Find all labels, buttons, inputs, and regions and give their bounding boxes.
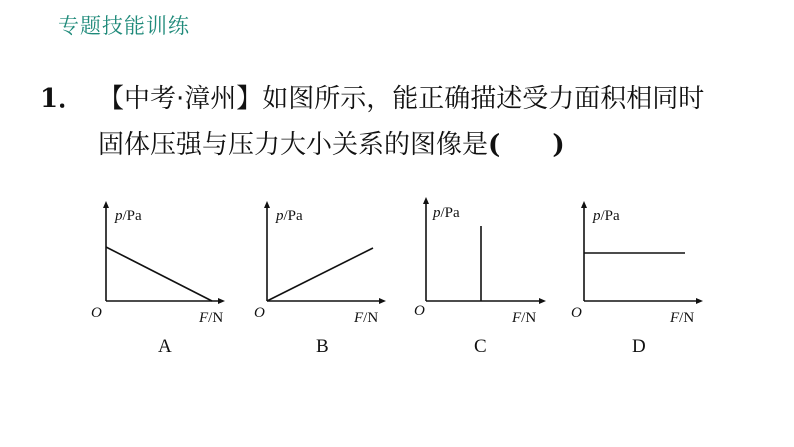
- graph-d-x-label: F/N: [670, 310, 695, 326]
- graph-b: [254, 204, 383, 357]
- graphs-figure: [0, 190, 794, 365]
- question-line-2: [40, 122, 780, 168]
- graph-d-origin: O: [571, 305, 582, 321]
- graph-b-y-label: p/Pa: [276, 208, 303, 224]
- graph-b-curve: [267, 248, 373, 301]
- graph-a-x-label: F/N: [199, 310, 224, 326]
- graph-d: [571, 204, 700, 357]
- graph-d-y-label: p/Pa: [593, 208, 620, 224]
- graph-c-option: C: [474, 336, 487, 357]
- graph-c-origin: O: [414, 303, 425, 319]
- graph-a-curve: [106, 247, 212, 301]
- question-line-1: [40, 76, 780, 122]
- question-block: [40, 76, 780, 168]
- question-text-2: 固体压强与压力大小关系的图像是: [98, 130, 489, 160]
- graph-b-option: B: [316, 336, 329, 357]
- graph-a-origin: O: [91, 305, 102, 321]
- question-text-1: 【中考·漳州】如图所示，能正确描述受力面积相同时: [98, 84, 705, 114]
- graph-a-y-label: p/Pa: [115, 208, 142, 224]
- graph-a-option: A: [158, 336, 172, 357]
- graph-c-x-label: F/N: [512, 310, 537, 326]
- graph-b-x-label: F/N: [354, 310, 379, 326]
- graph-d-option: D: [632, 336, 646, 357]
- graph-a: [91, 204, 223, 357]
- graph-b-origin: O: [254, 305, 265, 321]
- answer-blank: ( ): [488, 130, 565, 160]
- question-number: 1．: [40, 84, 85, 114]
- graph-c-y-label: p/Pa: [433, 205, 460, 221]
- graph-c: [414, 200, 543, 357]
- section-title: 专题技能训练: [58, 14, 190, 38]
